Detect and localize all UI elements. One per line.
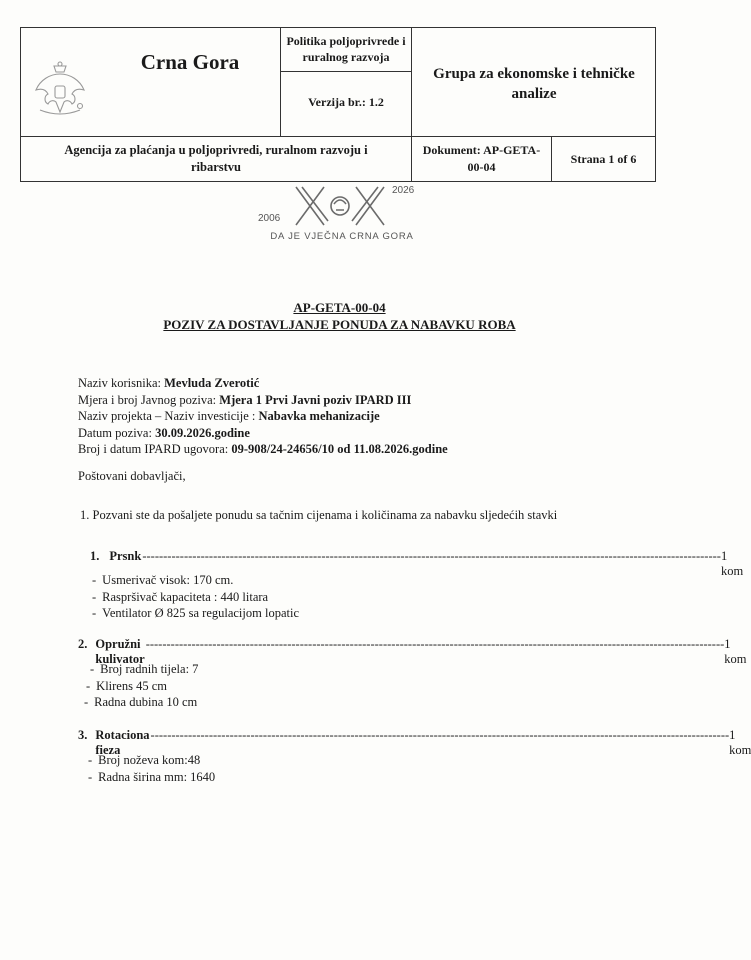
ministry-name: Politika poljoprivrede i ruralnog razvoja [286,34,406,64]
item-specs [88,752,215,785]
info-value: Nabavka mehanizacije [258,409,380,424]
info-label: Mjera i broj Javnog poziva: [78,392,220,407]
item-specs [84,661,199,711]
logo-year-end: 2026 [392,185,415,196]
info-value: Mevluda Zverotić [164,376,260,390]
item-dash-leader: ------------------------------------------------------------------------------------------------------------------------------------------- [150,728,730,742]
spec-line: - Broj noževa kom:48 [88,753,201,767]
info-value: 30.09.2026.godine [155,425,250,440]
item-number: 1. [90,549,100,563]
info-label: Datum poziva: [78,425,156,440]
info-label: Broj i datum IPARD ugovora: [78,442,232,457]
info-block [78,375,638,458]
anniversary-logo [250,185,430,250]
info-value: Mjera 1 Prvi Javni poziv IPARD III [219,392,412,407]
group-name: Grupa za ekonomske i tehničke analize [433,66,635,102]
instruction: 1. Pozvani ste da pošaljete ponudu sa tačnim cijenama i količinama za nabavku sljedećih stavki [80,508,558,522]
info-label: Naziv korisnika: [78,376,165,390]
document-code-title: AP-GETA-00-04 [293,300,386,315]
item-name: Rotaciona fieza [95,728,150,757]
item-dash-leader: ------------------------------------------------------------------------------------------------------------------------------------------- [142,549,721,563]
info-label: Naziv projekta – Naziv investicije : [78,409,259,424]
spec-line: - Radna dubina 10 cm [84,695,198,710]
spec-line: - Raspršivač kapaciteta : 440 litara [92,589,269,604]
info-contract [78,441,638,458]
spec-line: - Broj radnih tijela: 7 [90,662,199,676]
page-counter: Strana 1 of 6 [570,151,637,166]
version-label: Verzija br.: 1.2 [308,94,384,109]
info-beneficiary [78,375,638,392]
spec-line: - Klirens 45 cm [86,678,167,693]
document-code: Dokument: AP-GETA-00-04 [422,143,541,174]
spec-line: - Radna širina mm: 1640 [88,769,216,784]
coat-of-arms-icon [32,60,88,118]
spec-line: - Usmerivač visok: 170 cm. [92,573,234,587]
page-title: POZIV ZA DOSTAVLJANJE PONUDA ZA NABAVKU ROBA [163,317,516,332]
spec-line: - Ventilator Ø 825 sa regulacijom lopatic [92,606,299,621]
info-date [78,425,638,442]
logo-tagline: DA JE VJEČNA CRNA GORA [270,231,414,242]
item-name: Prsnk [109,549,142,563]
info-value: 09-908/24-24656/10 od 11.08.2026.godine [231,442,448,457]
country-name: Crna Gora [140,49,240,74]
item-dash-leader: ------------------------------------------------------------------------------------------------------------------------------------------- [145,637,725,651]
anniversary-mark-icon [290,185,390,227]
item-number: 2. [78,637,88,651]
item-quantity: 1 kom [720,549,744,578]
item-number: 3. [78,728,88,742]
greeting: Poštovani dobavljači, [78,469,186,483]
item-heading [90,549,744,578]
item-name: Opružni kulivator [95,637,145,666]
item-quantity: 1 kom [724,637,747,666]
info-measure [78,392,638,409]
item-heading [78,728,751,757]
item-specs [92,572,299,622]
agency-name: Agencija za plaćanja u poljoprivredi, ruralnom razvoju i ribarstvu [64,143,368,174]
item-quantity: 1 kom [729,728,751,757]
info-project [78,408,638,425]
logo-year-start: 2006 [258,213,281,224]
item-heading [78,637,747,666]
